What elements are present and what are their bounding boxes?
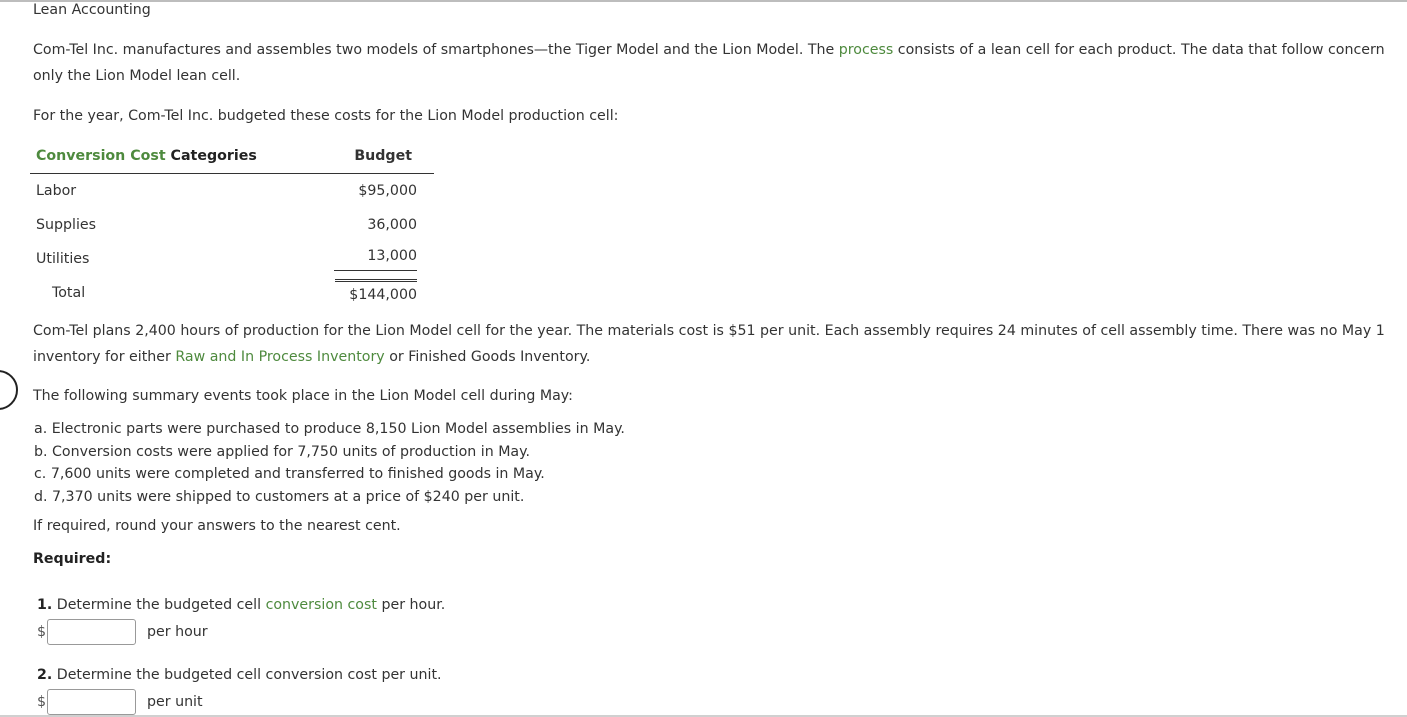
total-amount: $144,000: [306, 276, 434, 310]
process-term-link[interactable]: process: [838, 42, 894, 58]
budget-intro: For the year, Com-Tel Inc. budgeted these costs for the Lion Model production cell:: [33, 108, 619, 124]
events-intro: The following summary events took place in the Lion Model cell during May:: [33, 388, 573, 404]
cost-per-unit-input[interactable]: [47, 689, 136, 715]
answer-row-2: [37, 689, 203, 715]
plans-text-1: Com-Tel plans 2,400 hours of production for the Lion Model cell for the year. The materials cost is $51 per unit. Each assembly requires 24 minutes of cell assembly time. There was no May 1 inventory for either: [33, 323, 1385, 365]
total-label: Total: [52, 285, 86, 301]
rounding-note: If required, round your answers to the nearest cent.: [33, 518, 401, 534]
budget-header: Budget: [306, 139, 434, 174]
page-title: Lean Accounting: [33, 2, 151, 18]
cost-per-hour-input[interactable]: [47, 619, 136, 645]
list-item: b. Conversion costs were applied for 7,750 units of production in May.: [34, 443, 531, 460]
amount-supplies: 36,000: [367, 217, 417, 233]
intro-paragraph: [33, 37, 1403, 89]
per-hour-label: per hour: [147, 624, 208, 640]
intro-text-1: Com-Tel Inc. manufactures and assembles two models of smartphones—the Tiger Model and the Lion Model. The: [33, 42, 839, 58]
answer-row-1: [37, 619, 208, 645]
amount-labor: $95,000: [358, 183, 417, 199]
table-row: [30, 242, 434, 276]
category-utilities: Utilities: [36, 251, 90, 267]
plans-paragraph: [33, 318, 1403, 370]
intro-text-2: consists of a lean cell for each product. The data that follow concern only the Lion Model lean cell.: [33, 42, 1385, 84]
currency-symbol: $: [37, 624, 47, 640]
per-unit-label: per unit: [147, 694, 203, 710]
scroll-indicator: [0, 370, 18, 410]
table-row: [30, 174, 434, 209]
table-row: [30, 208, 434, 242]
list-item: d. 7,370 units were shipped to customers at a price of $240 per unit.: [34, 488, 525, 505]
category-supplies: Supplies: [36, 217, 97, 233]
raw-in-process-term-link[interactable]: Raw and In Process Inventory: [175, 349, 385, 365]
list-item: a. Electronic parts were purchased to produce 8,150 Lion Model assemblies in May.: [34, 421, 625, 437]
events-list: [34, 418, 625, 508]
top-border: [0, 0, 1407, 2]
budget-table-header: [30, 139, 434, 174]
budget-table: [30, 139, 434, 310]
plans-text-2: or Finished Goods Inventory.: [384, 349, 591, 365]
total-row: [30, 276, 434, 310]
required-label: Required:: [33, 551, 112, 567]
currency-symbol: $: [37, 694, 47, 710]
amount-utilities: 13,000: [306, 242, 434, 276]
conversion-cost-term-link-2[interactable]: conversion cost: [265, 597, 377, 613]
category-header: Conversion Cost Categories: [30, 139, 306, 174]
conversion-cost-term-link[interactable]: Conversion Cost: [36, 148, 166, 164]
category-labor: Labor: [36, 183, 77, 199]
question-2: 2. Determine the budgeted cell conversion cost per unit.: [37, 667, 442, 683]
question-1: 1. Determine the budgeted cell conversion cost per hour.: [37, 597, 446, 613]
list-item: c. 7,600 units were completed and transferred to finished goods in May.: [34, 466, 545, 483]
